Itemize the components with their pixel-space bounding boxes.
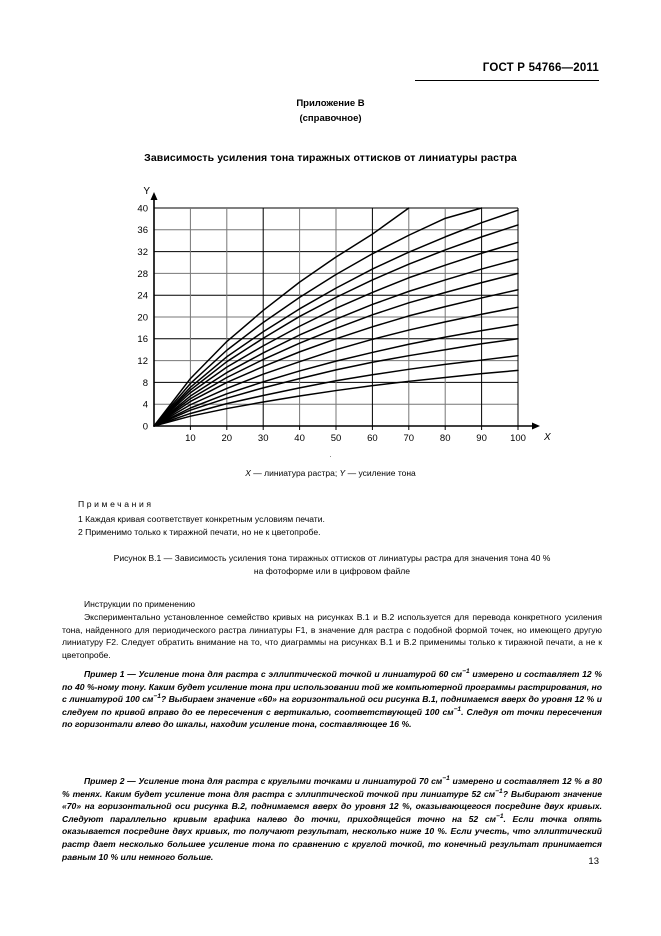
example-1-sup-c: −1 xyxy=(453,705,462,713)
ytick-label-16: 16 xyxy=(137,334,148,346)
appendix-heading xyxy=(0,96,661,126)
xtick-label-90: 90 xyxy=(476,433,487,444)
xtick-label-60: 60 xyxy=(367,433,378,444)
example-1-text xyxy=(62,668,602,731)
legend-y-symbol: Y xyxy=(339,468,346,478)
instructions-heading: Инструкции по применению xyxy=(84,599,196,609)
y-axis-arrow xyxy=(151,192,158,200)
notes-block xyxy=(78,498,598,540)
ytick-label-12: 12 xyxy=(137,356,148,367)
ytick-label-32: 32 xyxy=(137,247,148,258)
xtick-label-30: 30 xyxy=(257,433,269,444)
ytick-label-8: 8 xyxy=(142,377,148,389)
chart-svg xyxy=(118,186,551,444)
xtick-label-50: 50 xyxy=(330,433,342,444)
ytick-label-28: 28 xyxy=(137,268,148,280)
xtick-label-20: 20 xyxy=(221,433,233,444)
legend-y-desc: — усиление тона xyxy=(345,468,416,478)
ytick-label-0: 0 xyxy=(142,421,148,433)
example-1-label: Пример 1 — xyxy=(84,669,139,679)
example-1-text-d: . Следуя от точки пересечения по горизонтали влево до шкалы, находим усиление тона, составляющее 16 %. xyxy=(62,706,602,730)
example-1-sup-a: −1 xyxy=(462,668,470,676)
figure-caption-line2: на фотоформе или в цифровом файле xyxy=(253,566,411,576)
example-2-text-c: ? Выбирают значение «70» на горизонтальной оси рисунка В.2, поднимаемся вверх до уровня 12 %, оказывающегося посредине двух кривых. Следуют параллельно кривым графика налево до точки, приходящейся точно на 52 см xyxy=(62,788,602,824)
page-title: Зависимость усиления тона тиражных оттисков от линиатуры растра xyxy=(144,152,517,164)
example-1-text-c: ? Выбираем значение «60» на горизонтальной оси рисунка В.1, поднимаемся вверх до уровня 12 % и следуем по кривой вправо до ее пересечения с вертикалью, соответствующей 100 см xyxy=(62,694,602,717)
example-2-block xyxy=(62,775,602,863)
ytick-label-4: 4 xyxy=(142,399,148,411)
stray-mark: · xyxy=(329,452,332,461)
ytick-label-24: 24 xyxy=(137,290,148,302)
example-1-text-b: измерено и составляет 12 % по 40 %-ному тону. Каким будет усиление тона при использовании той же компьютерной программы растрирования, но с линиатурой 100 см xyxy=(62,669,602,705)
header-rule xyxy=(415,80,599,81)
x-axis-label: X xyxy=(544,432,551,443)
example-2-text-d: . Если точка опять оказывается посредине двух кривых, то получают результат, несколько ниже 10 %. Если учесть, что эллиптический растр дает несколько большее усиление тона по сравнению с круглой точкой, то конечный результат принимается равным 10 % или немного больше. xyxy=(62,813,602,862)
y-axis-label: Y xyxy=(143,186,150,197)
chart-axis-legend xyxy=(0,468,661,478)
page-number: 13 xyxy=(588,856,599,867)
x-axis-arrow xyxy=(532,423,540,430)
appendix-subtitle: (справочное) xyxy=(299,113,362,124)
document-header-code: ГОСТ Р 54766—2011 xyxy=(482,62,599,74)
legend-x-symbol: X xyxy=(245,468,251,478)
note-item-1: 1 Каждая кривая соответствует конкретным условиям печати. xyxy=(78,514,325,525)
xtick-label-80: 80 xyxy=(439,433,451,444)
instructions-heading-block xyxy=(62,598,602,611)
example-2-sup-a: −1 xyxy=(442,775,450,783)
notes-title: Примечания xyxy=(78,499,154,509)
ytick-label-40: 40 xyxy=(137,203,148,215)
xtick-label-10: 10 xyxy=(185,433,196,444)
example-1-block xyxy=(62,668,602,731)
example-2-text-b: измерено и составляет 12 % в 80 % тенях. Каким будет усиление тона для растра с эллиптической точкой при линиатуре 52 см xyxy=(62,776,602,799)
xtick-label-70: 70 xyxy=(403,433,415,444)
instructions-paragraph-block xyxy=(62,611,602,661)
instructions-paragraph: Экспериментально установленное семейство кривых на рисунках В.1 и В.2 используется для перевода конкретного усиления тона, найденного для периодического растра линиатуры F1, в значение для растра с подобной формой точек, но имеющего другую линиатуру F2. Следует обратить внимание на то, что диаграммы на рисунках В.1 и В.2 применимы только к тиражной печати, а не к цветопробе. xyxy=(62,612,602,660)
ytick-label-36: 36 xyxy=(137,225,148,237)
legend-x-desc: — линиатура растра; xyxy=(250,468,340,478)
ytick-label-20: 20 xyxy=(137,312,148,324)
example-2-sup-b: −1 xyxy=(495,787,503,795)
xtick-label-40: 40 xyxy=(294,433,305,444)
appendix-title: Приложение В xyxy=(296,98,365,109)
figure-caption-line1: Рисунок В.1 — Зависимость усиления тона тиражных оттисков от линиатуры растра для значения тона 40 % xyxy=(113,553,551,563)
example-1-sup-b: −1 xyxy=(153,693,161,701)
note-item-2: 2 Применимо только к тиражной печати, но не к цветопробе. xyxy=(78,527,321,538)
example-2-label: Пример 2 — xyxy=(84,776,139,786)
example-2-text xyxy=(62,775,602,863)
xtick-label-100: 100 xyxy=(510,433,526,444)
figure-caption xyxy=(62,552,602,578)
example-1-text-a: Усиление тона для растра с эллиптической точкой и линиатурой 60 см xyxy=(138,669,463,679)
example-2-text-a: Усиление тона для растра с круглыми точками и линиатурой 70 см xyxy=(138,776,443,786)
example-2-sup-c: −1 xyxy=(495,812,504,820)
tone-gain-chart xyxy=(118,186,551,444)
